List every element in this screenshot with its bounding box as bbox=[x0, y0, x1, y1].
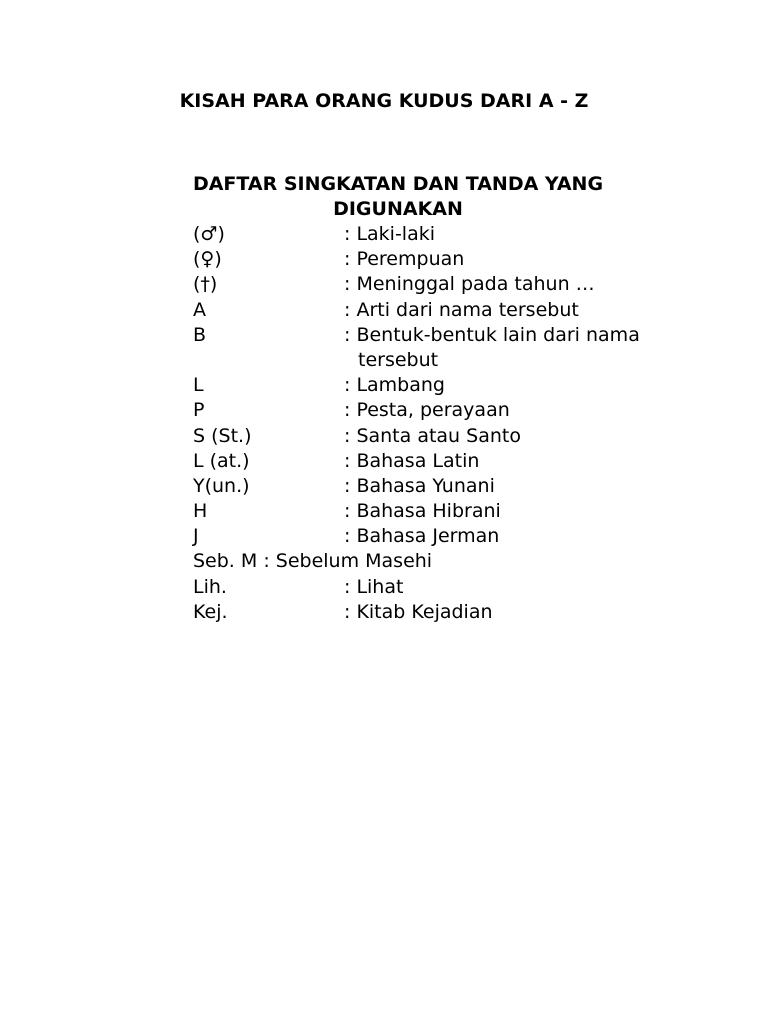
abbreviation-term: (♂) bbox=[193, 223, 225, 245]
abbreviation-definition: : Bentuk-bentuk lain dari nama bbox=[344, 323, 640, 346]
document-title: KISAH PARA ORANG KUDUS DARI A - Z bbox=[179, 90, 589, 112]
abbreviation-definition: : Meninggal pada tahun … bbox=[344, 273, 595, 296]
abbreviation-definition: : Santa atau Santo bbox=[344, 424, 521, 447]
abbreviation-term: L (at.) bbox=[193, 449, 250, 472]
abbreviation-definition: : Perempuan bbox=[344, 248, 465, 271]
abbreviation-term: Y(un.) bbox=[193, 474, 250, 497]
section-title: DAFTAR SINGKATAN DAN TANDA YANG DIGUNAKAN bbox=[192, 173, 604, 220]
abbreviation-row bbox=[193, 499, 713, 524]
abbreviation-definition: : Bahasa Yunani bbox=[344, 474, 495, 497]
abbreviation-definition: : Kitab Kejadian bbox=[344, 600, 493, 623]
abbreviation-row bbox=[193, 373, 713, 398]
abbreviation-definition: : Bahasa Latin bbox=[344, 449, 480, 472]
abbreviation-definition: : Laki-laki bbox=[344, 223, 436, 245]
abbreviation-definition: : Lambang bbox=[344, 374, 445, 397]
abbreviation-row bbox=[193, 222, 713, 247]
abbreviation-row bbox=[193, 449, 713, 474]
abbreviation-row bbox=[193, 323, 713, 373]
abbreviation-row bbox=[193, 474, 713, 499]
abbreviation-definition: : Lihat bbox=[344, 575, 404, 598]
abbreviation-row bbox=[193, 247, 713, 272]
abbreviation-term: (♀) bbox=[193, 248, 222, 271]
abbreviation-definition-wrapper bbox=[344, 323, 704, 373]
abbreviation-term: Lih. bbox=[193, 575, 227, 598]
abbreviation-definition-continuation: tersebut bbox=[358, 348, 439, 371]
abbreviation-definition: : Bahasa Hibrani bbox=[344, 500, 501, 523]
abbreviation-term: P bbox=[193, 399, 205, 422]
abbreviation-definition: : Bahasa Jerman bbox=[344, 525, 500, 548]
abbreviation-term: L bbox=[193, 374, 204, 397]
abbreviation-row bbox=[193, 549, 713, 574]
abbreviation-term: H bbox=[193, 500, 208, 523]
abbreviation-row bbox=[193, 298, 713, 323]
abbreviation-row bbox=[193, 398, 713, 423]
abbreviation-inline-entry: Seb. M : Sebelum Masehi bbox=[193, 550, 433, 573]
abbreviation-row bbox=[193, 424, 713, 449]
abbreviation-definition: : Arti dari nama tersebut bbox=[344, 298, 579, 321]
abbreviation-term: A bbox=[193, 298, 206, 321]
abbreviation-row bbox=[193, 524, 713, 549]
abbreviation-term: Kej. bbox=[193, 600, 228, 623]
abbreviation-row bbox=[193, 600, 713, 625]
abbreviation-term: J bbox=[193, 525, 199, 548]
abbreviation-list bbox=[193, 222, 713, 625]
abbreviation-row bbox=[193, 272, 713, 297]
abbreviation-term: B bbox=[193, 323, 207, 346]
abbreviation-term: S (St.) bbox=[193, 424, 252, 447]
abbreviation-term: (†) bbox=[193, 273, 218, 296]
abbreviation-row bbox=[193, 575, 713, 600]
abbreviation-definition: : Pesta, perayaan bbox=[344, 399, 510, 422]
